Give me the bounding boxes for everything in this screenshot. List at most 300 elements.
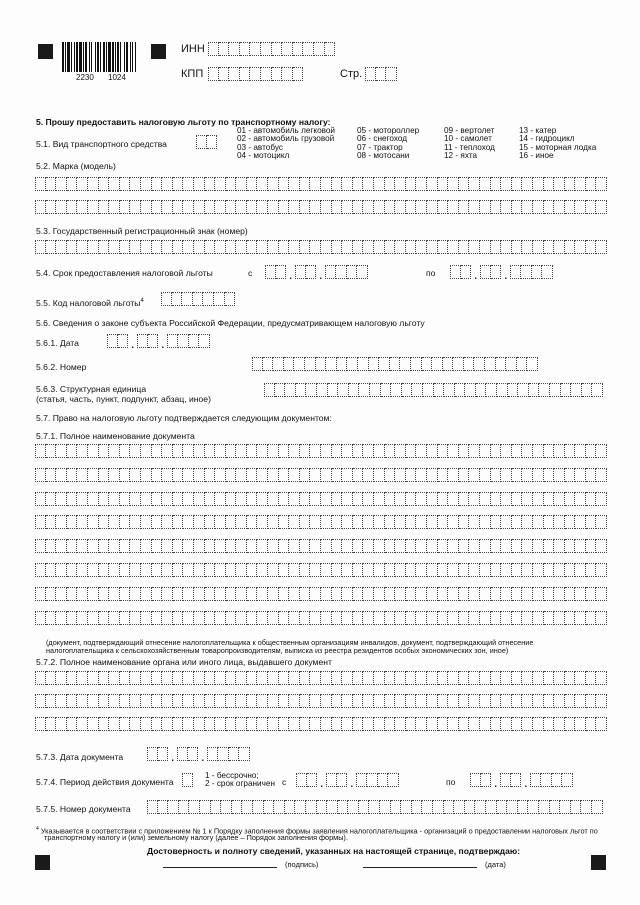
cell[interactable] [433,800,444,814]
cell[interactable] [501,177,512,191]
cell[interactable] [427,468,438,482]
cell[interactable] [596,539,607,553]
cell[interactable] [501,611,512,625]
cell[interactable] [586,468,597,482]
cell[interactable] [374,694,385,708]
cell[interactable] [168,800,179,814]
cell[interactable] [416,694,427,708]
cell[interactable] [480,200,491,214]
cell[interactable] [379,357,390,371]
cell[interactable] [406,492,417,506]
cell[interactable] [586,587,597,601]
cell[interactable] [162,468,173,482]
cell[interactable] [561,383,572,397]
cell[interactable] [205,671,216,685]
cell[interactable] [130,587,141,601]
cell[interactable] [215,671,226,685]
cell[interactable] [476,383,487,397]
cell[interactable] [416,240,427,254]
cell[interactable] [289,515,300,529]
cell[interactable] [469,468,480,482]
cell[interactable] [518,383,529,397]
cell[interactable] [310,200,321,214]
cell[interactable] [300,563,311,577]
cell[interactable] [272,67,283,81]
cell[interactable] [173,587,184,601]
cell[interactable] [205,492,216,506]
cell[interactable] [205,515,216,529]
cell[interactable] [586,563,597,577]
cell[interactable] [342,515,353,529]
cell[interactable] [395,200,406,214]
cell[interactable] [363,468,374,482]
cell[interactable] [282,42,293,56]
cell[interactable] [438,611,449,625]
cell[interactable] [152,444,163,458]
cell[interactable] [480,717,491,731]
cell[interactable] [152,717,163,731]
cell[interactable] [374,177,385,191]
cell[interactable] [353,717,364,731]
cell[interactable] [367,773,378,787]
cell[interactable] [67,539,78,553]
cell[interactable] [369,357,380,371]
cell[interactable] [480,671,491,685]
cell[interactable] [427,444,438,458]
cell[interactable] [448,694,459,708]
cell[interactable] [575,515,586,529]
cell[interactable] [596,444,607,458]
cell[interactable] [310,177,321,191]
cell[interactable] [162,717,173,731]
cell[interactable] [310,694,321,708]
cell[interactable] [496,357,507,371]
cell[interactable] [517,357,528,371]
cell[interactable] [342,671,353,685]
cell[interactable] [571,383,582,397]
cell[interactable] [130,444,141,458]
cell[interactable] [337,357,348,371]
cell[interactable] [342,611,353,625]
cell[interactable] [120,177,131,191]
cell[interactable] [326,773,337,787]
cell[interactable] [416,200,427,214]
signature-line[interactable] [163,867,277,868]
cell[interactable] [152,515,163,529]
cell[interactable] [332,587,343,601]
cell[interactable] [109,539,120,553]
cell[interactable] [501,492,512,506]
cell[interactable] [226,200,237,214]
cell[interactable] [141,694,152,708]
cell[interactable] [141,468,152,482]
cell[interactable] [289,611,300,625]
cell[interactable] [544,671,555,685]
cell[interactable] [459,717,470,731]
cell[interactable] [385,177,396,191]
cell[interactable] [215,694,226,708]
cell[interactable] [406,177,417,191]
cell[interactable] [544,492,555,506]
cell[interactable] [226,177,237,191]
cell[interactable] [158,800,169,814]
cell[interactable] [332,240,343,254]
cell[interactable] [395,611,406,625]
cell[interactable] [544,717,555,731]
cell[interactable] [229,747,240,761]
cell[interactable] [416,671,427,685]
cell[interactable] [541,773,552,787]
cell[interactable] [268,444,279,458]
cell[interactable] [586,717,597,731]
cell[interactable] [205,468,216,482]
cell[interactable] [247,563,258,577]
cell[interactable] [370,383,381,397]
cell[interactable] [109,515,120,529]
cell[interactable] [268,515,279,529]
cell[interactable] [416,539,427,553]
cell[interactable] [316,357,327,371]
cell[interactable] [285,800,296,814]
cell[interactable] [264,800,275,814]
cell[interactable] [427,177,438,191]
cell[interactable] [342,492,353,506]
field-row[interactable] [35,611,607,625]
cell[interactable] [46,492,57,506]
cell[interactable] [178,334,189,348]
cell[interactable] [459,200,470,214]
cell[interactable] [374,563,385,577]
cell[interactable] [575,539,586,553]
cell[interactable] [342,468,353,482]
cell[interactable] [565,563,576,577]
cell[interactable] [257,240,268,254]
cell[interactable] [173,671,184,685]
cell[interactable] [183,611,194,625]
cell[interactable] [226,468,237,482]
cell[interactable] [88,468,99,482]
cell[interactable] [469,200,480,214]
cell[interactable] [257,177,268,191]
cell[interactable] [152,694,163,708]
cell[interactable] [257,468,268,482]
cell[interactable] [268,468,279,482]
cell[interactable] [491,563,502,577]
cell[interactable] [275,383,286,397]
cell[interactable] [554,539,565,553]
cell[interactable] [226,587,237,601]
cell[interactable] [148,334,159,348]
cell[interactable] [88,539,99,553]
cell[interactable] [539,383,550,397]
cell[interactable] [120,563,131,577]
cell[interactable] [337,773,348,787]
cell[interactable] [109,492,120,506]
cell[interactable] [77,587,88,601]
cell[interactable] [236,671,247,685]
cell[interactable] [152,240,163,254]
cell[interactable] [586,611,597,625]
cell[interactable] [374,240,385,254]
cell[interactable] [465,383,476,397]
cell[interactable] [416,717,427,731]
cell[interactable] [35,694,46,708]
cell[interactable] [162,671,173,685]
cell[interactable] [257,492,268,506]
cell[interactable] [385,515,396,529]
field-row[interactable] [35,563,607,577]
field-row[interactable] [35,444,607,458]
cell[interactable] [279,563,290,577]
cell[interactable] [491,694,502,708]
cell[interactable] [162,611,173,625]
cell[interactable] [427,694,438,708]
cell[interactable] [183,492,194,506]
cell[interactable] [215,177,226,191]
cell[interactable] [247,587,258,601]
cell[interactable] [306,800,317,814]
cell[interactable] [268,611,279,625]
cell[interactable] [219,42,230,56]
cell[interactable] [544,240,555,254]
cell[interactable] [35,200,46,214]
cell[interactable] [77,200,88,214]
cell[interactable] [300,694,311,708]
cell[interactable] [99,717,110,731]
cell[interactable] [279,587,290,601]
cell[interactable] [512,444,523,458]
field-row[interactable] [35,671,607,685]
cell[interactable] [459,468,470,482]
cell[interactable] [177,747,188,761]
cell[interactable] [353,671,364,685]
cell[interactable] [353,539,364,553]
cell[interactable] [284,357,295,371]
cell[interactable] [257,515,268,529]
cell[interactable] [226,694,237,708]
cell[interactable] [480,240,491,254]
cell[interactable] [194,539,205,553]
cell[interactable] [443,357,454,371]
cell[interactable] [162,240,173,254]
cell[interactable] [88,240,99,254]
cell[interactable] [193,292,204,306]
cell[interactable] [552,773,563,787]
cell[interactable] [554,587,565,601]
cell[interactable] [306,383,317,397]
document-number-field[interactable] [147,800,603,814]
cell[interactable] [56,563,67,577]
cell[interactable] [130,468,141,482]
cell[interactable] [554,492,565,506]
cell[interactable] [374,671,385,685]
cell[interactable] [120,240,131,254]
cell[interactable] [596,671,607,685]
cell[interactable] [257,444,268,458]
cell[interactable] [512,717,523,731]
cell[interactable] [77,515,88,529]
cell[interactable] [229,67,240,81]
cell[interactable] [497,383,508,397]
cell[interactable] [395,444,406,458]
field-row[interactable] [35,492,607,506]
cell[interactable] [289,200,300,214]
cell[interactable] [438,240,449,254]
cell[interactable] [141,444,152,458]
cell[interactable] [205,587,216,601]
cell[interactable] [205,539,216,553]
cell[interactable] [562,773,573,787]
cell[interactable] [480,444,491,458]
cell[interactable] [533,694,544,708]
cell[interactable] [194,468,205,482]
cell[interactable] [332,539,343,553]
cell[interactable] [310,492,321,506]
cell[interactable] [236,444,247,458]
cell[interactable] [130,717,141,731]
cell[interactable] [236,468,247,482]
cell[interactable] [385,671,396,685]
cell[interactable] [349,383,360,397]
cell[interactable] [448,563,459,577]
brand-field-row-1[interactable] [35,177,607,191]
cell[interactable] [511,773,522,787]
cell[interactable] [332,717,343,731]
field-row[interactable] [35,515,607,529]
cell[interactable] [374,611,385,625]
cell[interactable] [596,200,607,214]
cell[interactable] [215,717,226,731]
cell[interactable] [386,67,397,81]
cell[interactable] [194,515,205,529]
cell[interactable] [469,492,480,506]
cell[interactable] [416,177,427,191]
cell[interactable] [67,694,78,708]
cell[interactable] [99,444,110,458]
cell[interactable] [469,611,480,625]
cell[interactable] [199,334,210,348]
cell[interactable] [46,240,57,254]
cell[interactable] [434,383,445,397]
cell[interactable] [592,383,603,397]
cell[interactable] [342,694,353,708]
cell[interactable] [378,773,389,787]
cell[interactable] [391,800,402,814]
cell[interactable] [152,539,163,553]
cell[interactable] [247,177,258,191]
cell[interactable] [173,694,184,708]
cell[interactable] [385,240,396,254]
cell[interactable] [575,200,586,214]
cell[interactable] [353,694,364,708]
cell[interactable] [438,200,449,214]
cell[interactable] [363,492,374,506]
cell[interactable] [130,240,141,254]
cell[interactable] [109,177,120,191]
cell[interactable] [438,515,449,529]
cell[interactable] [321,177,332,191]
cell[interactable] [475,800,486,814]
cell[interactable] [257,717,268,731]
cell[interactable] [469,587,480,601]
cell[interactable] [469,539,480,553]
cell[interactable] [215,200,226,214]
cell[interactable] [205,611,216,625]
cell[interactable] [438,671,449,685]
cell[interactable] [332,492,343,506]
cell[interactable] [137,334,148,348]
cell[interactable] [279,444,290,458]
cell[interactable] [183,563,194,577]
cell[interactable] [289,444,300,458]
cell[interactable] [353,444,364,458]
cell[interactable] [554,515,565,529]
cell[interactable] [120,611,131,625]
cell[interactable] [480,539,491,553]
cell[interactable] [289,587,300,601]
cell[interactable] [554,240,565,254]
cell[interactable] [444,800,455,814]
cell[interactable] [183,717,194,731]
cell[interactable] [226,515,237,529]
cell[interactable] [236,563,247,577]
cell[interactable] [554,671,565,685]
cell[interactable] [491,468,502,482]
cell[interactable] [268,563,279,577]
cell[interactable] [300,515,311,529]
cell[interactable] [310,563,321,577]
cell[interactable] [253,800,264,814]
cell[interactable] [575,563,586,577]
cell[interactable] [385,717,396,731]
cell[interactable] [300,468,311,482]
cell[interactable] [194,444,205,458]
cell[interactable] [46,563,57,577]
cell[interactable] [469,177,480,191]
cell[interactable] [395,468,406,482]
cell[interactable] [480,515,491,529]
cell[interactable] [427,492,438,506]
cell[interactable] [353,177,364,191]
cell[interactable] [56,587,67,601]
cell[interactable] [236,177,247,191]
cell[interactable] [385,444,396,458]
cell[interactable] [321,240,332,254]
cell[interactable] [596,468,607,482]
cell[interactable] [565,515,576,529]
cell[interactable] [423,383,434,397]
cell[interactable] [203,292,214,306]
cell[interactable] [522,611,533,625]
cell[interactable] [35,492,46,506]
cell[interactable] [264,383,275,397]
cell[interactable] [416,492,427,506]
cell[interactable] [406,539,417,553]
cell[interactable] [321,539,332,553]
cell[interactable] [306,265,317,279]
cell[interactable] [317,800,328,814]
cell[interactable] [522,515,533,529]
cell[interactable] [416,611,427,625]
cell[interactable] [77,694,88,708]
cell[interactable] [501,694,512,708]
cell[interactable] [46,587,57,601]
benefit-code-field[interactable] [161,292,235,306]
cell[interactable] [469,694,480,708]
cell[interactable] [130,177,141,191]
cell[interactable] [565,200,576,214]
cell[interactable] [512,468,523,482]
